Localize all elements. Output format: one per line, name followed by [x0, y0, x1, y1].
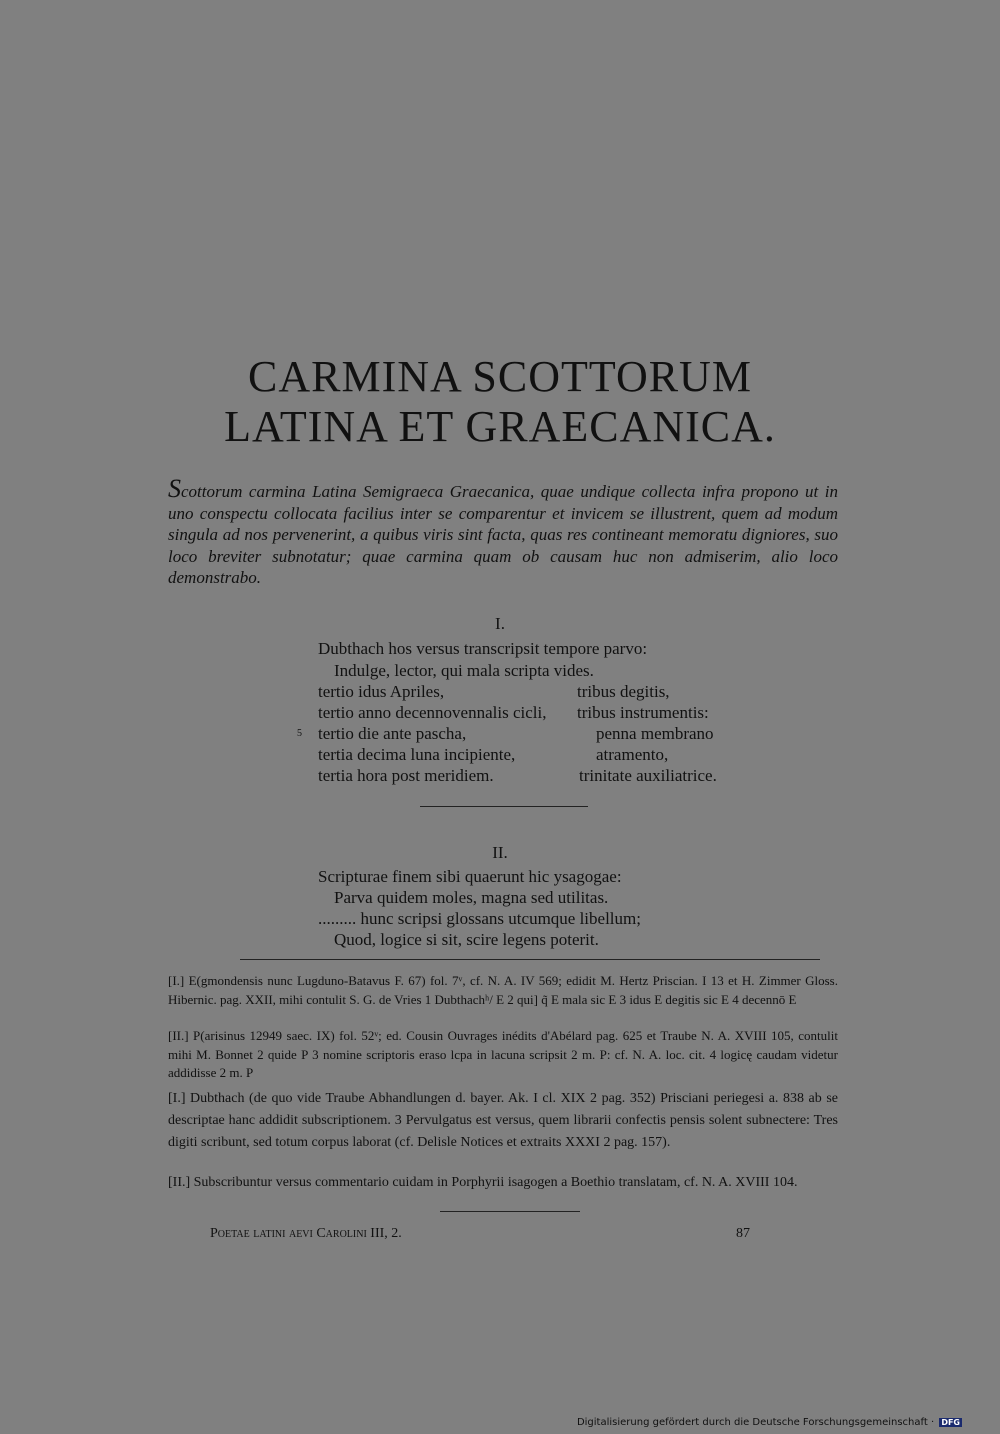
intro-initial: S [168, 474, 181, 503]
line-number-5: 5 [297, 728, 302, 739]
section-1-left-5: tertia hora post meridiem. [318, 766, 494, 785]
section-1-right-3: penna membrano [596, 724, 714, 743]
intro-text: cottorum carmina Latina Semigraeca Graecanica, quae undique collecta infra propono ut in uno conspectu collocata facilius inter se comparentur et invicem se illustrent, quem ad modum singula ad nos pervenerint, a quibus viris sint facta, quas res contineant memoratu digniores, suo loco breviter subnotatur; quae carmina quam ob causam huc non admiserim, alio loco demonstrabo. [168, 482, 838, 587]
title-line-1: CARMINA SCOTTORUM [248, 352, 752, 401]
section-1-line-2: Indulge, lector, qui mala scripta vides. [334, 661, 594, 680]
section-1-right-4: atramento, [596, 745, 669, 764]
page-number: 87 [736, 1226, 750, 1241]
commentary-note-1: [I.] Dubthach (de quo vide Traube Abhandlungen d. bayer. Ak. I cl. XIX 2 pag. 352) Prisciani periegesi a. 838 ab se descriptae hanc addidit subscriptionem. 3 Pervulgatus est versus, quem librarii confectis pensis solent subnectere: Tres digiti scribunt, sed totum corpus laborat (cf. Delisle Notices et extraits XXXI 2 pag. 157). [168, 1091, 838, 1150]
section-2-line-1: Scripturae finem sibi quaerunt hic ysagogae: [318, 867, 622, 886]
section-2-line-2: Parva quidem moles, magna sed utilitas. [334, 888, 609, 907]
footer-series: Poetae latini aevi Carolini III, 2. [210, 1226, 402, 1241]
section-1-left-2: tertio anno decennovennalis cicli, [318, 703, 547, 722]
title-line-2: LATINA ET GRAECANICA. [224, 402, 776, 451]
section-1-left-4: tertia decima luna incipiente, [318, 745, 516, 764]
section-2-line-3: ......... hunc scripsi glossans utcumque libellum; [318, 909, 641, 928]
section-1-right-2: tribus instrumentis: [577, 703, 709, 722]
end-rule [440, 1211, 580, 1212]
commentary-note-2: [II.] Subscribuntur versus commentario cuidam in Porphyrii isagogen a Boethio translatam, cf. N. A. XVIII 104. [168, 1175, 798, 1190]
dfg-logo: DFG [941, 1417, 960, 1427]
section-divider [420, 806, 588, 807]
section-2-line-4: Quod, logice si sit, scire legens poterit. [334, 930, 599, 949]
section-1-left-3: tertio die ante pascha, [318, 724, 467, 743]
apparatus-note-2: [II.] P(arisinus 12949 saec. IX) fol. 52ᵛ; ed. Cousin Ouvrages inédits d'Abélard pag. 625 et Traube N. A. XVIII 105, contulit mihi M. Bonnet 2 quide P 3 nomine scriptoris eraso lcpa in lacuna scripsit 2 m. P: cf. N. A. loc. cit. 4 logicę caudam videtur addidisse 2 m. P [168, 1028, 838, 1080]
digitization-credit: Digitalisierung gefördert durch die Deutsche Forschungsgemeinschaft · DFG [576, 1417, 960, 1428]
notes-divider [240, 959, 820, 960]
section-1-right-5: trinitate auxiliatrice. [579, 766, 717, 785]
section-1-left-1: tertio idus Apriles, [318, 682, 445, 701]
apparatus-note-1: [I.] E(gmondensis nunc Lugduno-Batavus F. 67) fol. 7ᵛ, cf. N. A. IV 569; edidit M. Hertz Priscian. I 13 et H. Zimmer Gloss. Hibernic. pag. XXII, mihi contulit S. G. de Vries 1 Dubthachʰ/ E 2 qui] q̃ E mala sic E 3 idus E degitis sic E 4 decennō E [168, 973, 838, 1007]
section-1-line-1: Dubthach hos versus transcripsit tempore parvo: [318, 639, 648, 658]
section-2-numeral: II. [492, 843, 508, 862]
intro-paragraph [168, 474, 838, 589]
section-1-right-1: tribus degitis, [577, 682, 670, 701]
section-1-numeral: I. [495, 614, 505, 633]
credit-text: Digitalisierung gefördert durch die Deutsche Forschungsgemeinschaft [576, 1417, 928, 1428]
